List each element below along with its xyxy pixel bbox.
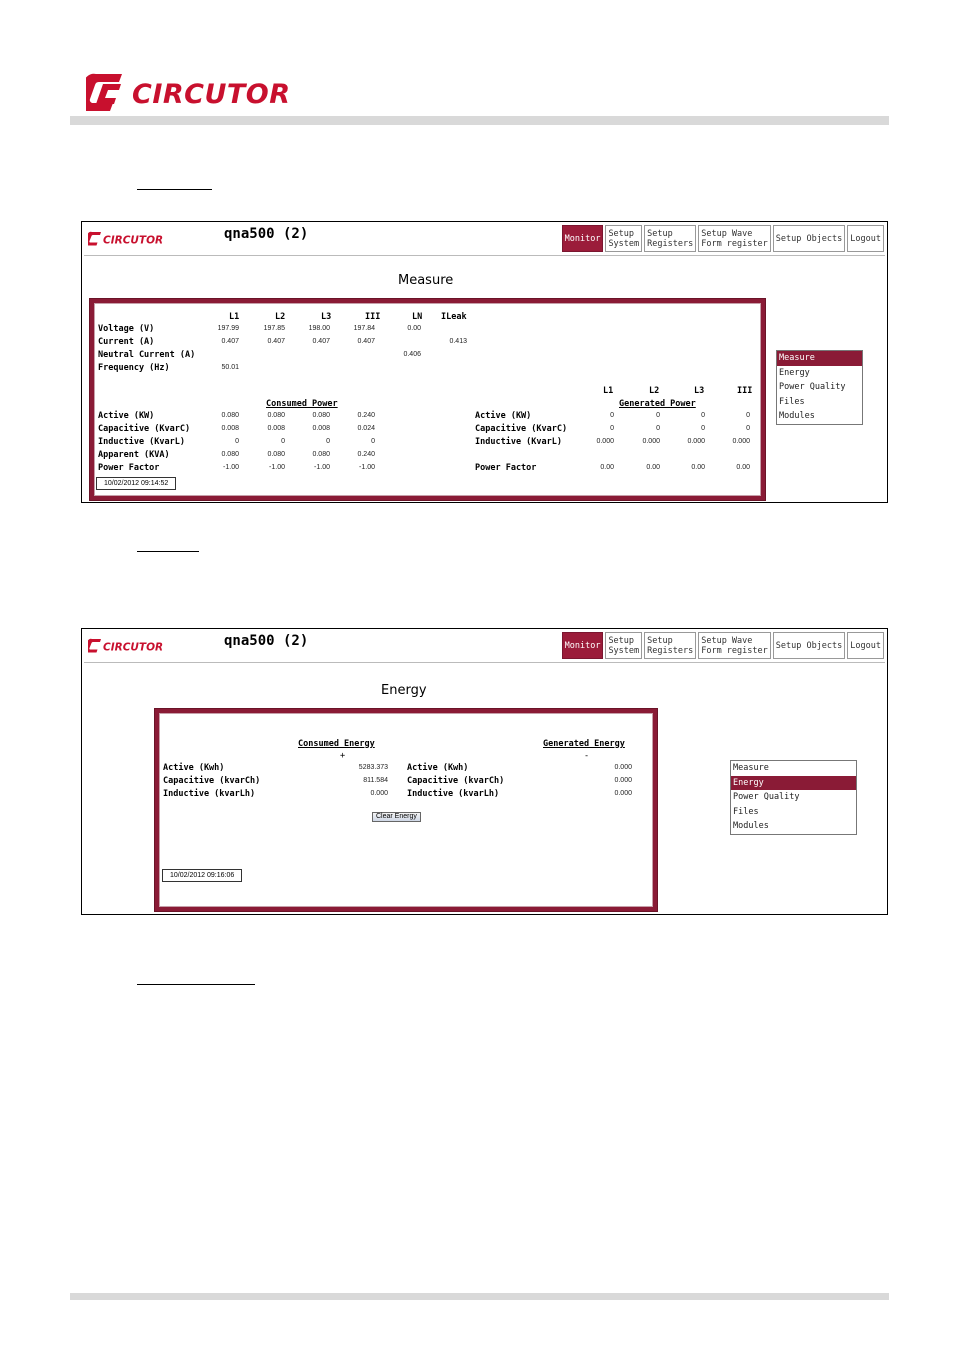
clear-energy-button[interactable]: Clear Energy [372,812,421,822]
nav-divider [84,255,885,256]
value-cell: 0.080 [221,412,239,419]
value-cell: 0 [610,425,614,432]
menu-item-measure[interactable]: Measure [733,763,769,773]
menu-item-modules[interactable]: Modules [779,411,815,422]
value-cell: 50.01 [221,364,239,371]
circutor-app-logo [88,638,168,654]
tab-setup-registers[interactable]: Setup Registers [644,225,696,252]
top-nav [562,632,884,659]
col-header: LN [412,312,423,322]
tab-setup-objects[interactable]: Setup Objects [773,225,846,252]
generated-energy-title: Generated Energy [543,739,625,749]
menu-item-measure[interactable]: Measure [777,351,862,366]
col-header: ILeak [441,312,467,322]
value-cell: 0 [701,425,705,432]
value-cell: 0.080 [312,412,330,419]
tab-monitor[interactable]: Monitor [562,225,604,252]
value-cell: 811.584 [363,777,388,784]
value-cell: -1.00 [359,464,375,471]
value-cell: 0.00 [600,464,614,471]
svg-text:CIRCUTOR: CIRCUTOR [132,79,291,110]
value-cell: 0.00 [646,464,660,471]
value-cell: 0 [371,438,375,445]
value-cell: 0.406 [403,351,421,358]
value-cell: 0.407 [312,338,330,345]
value-cell: 0.080 [267,451,285,458]
col-header: L3 [321,312,332,322]
value-cell: 0.00 [407,325,421,332]
row-label: Inductive (kvarLh) [163,789,256,799]
tab-setup-objects[interactable]: Setup Objects [773,632,846,659]
row-label: Active (Kwh) [407,763,469,773]
value-cell: -1.00 [314,464,330,471]
value-cell: 0.024 [357,425,375,432]
row-label: Neutral Current (A) [98,350,196,360]
value-cell: 0.240 [357,412,375,419]
value-cell: 0.407 [221,338,239,345]
timestamp-field: 10/02/2012 09:16:06 [162,869,242,882]
gen-col-header: III [737,386,753,396]
monitor-submenu [776,350,863,425]
value-cell: 198.00 [308,325,330,332]
section-heading-underline-measure [137,189,212,190]
value-cell: 0.008 [221,425,239,432]
footer-divider [70,1293,889,1300]
energy-panel [155,709,657,911]
value-cell: 0 [746,412,750,419]
col-header: L1 [229,312,240,322]
value-cell: 0.000 [642,438,660,445]
device-title: qna500 (2) [224,633,309,649]
row-label: Current (A) [98,337,155,347]
value-cell: 0.000 [614,790,632,797]
row-label: Active (KW) [98,411,155,421]
timestamp-field: 10/02/2012 09:14:52 [96,477,176,490]
tab-setup-system[interactable]: Setup System [605,632,642,659]
measure-panel [90,299,765,500]
value-cell: 0.008 [312,425,330,432]
section-heading-underline-next [137,984,255,985]
svg-text:CIRCUTOR: CIRCUTOR [103,234,164,247]
page-title: Energy [381,683,427,698]
page-title: Measure [398,273,454,288]
value-cell: 197.99 [217,325,239,332]
row-label: Capacitive (kvarCh) [407,776,505,786]
row-label: Voltage (V) [98,324,155,334]
value-cell: 5283.373 [358,764,388,771]
tab-setup-registers[interactable]: Setup Registers [644,632,696,659]
generated-sign: - [584,751,590,761]
gen-col-header: L2 [649,386,660,396]
top-nav [562,225,884,252]
svg-text:CIRCUTOR: CIRCUTOR [103,641,164,654]
value-cell: 0.080 [267,412,285,419]
generated-power-title: Generated Power [619,399,696,409]
row-label: Inductive (KvarL) [475,437,562,447]
row-label: Capacitive (kvarCh) [163,776,261,786]
value-cell: -1.00 [223,464,239,471]
consumed-power-title: Consumed Power [266,399,338,409]
value-cell: 0.000 [370,790,388,797]
gen-col-header: L3 [694,386,705,396]
monitor-submenu [730,760,857,835]
value-cell: 197.84 [353,325,375,332]
row-label: Power Factor [475,463,537,473]
col-header: III [365,312,381,322]
row-label: Inductive (KvarL) [98,437,185,447]
value-cell: 0.080 [312,451,330,458]
value-cell: 0.000 [687,438,705,445]
row-label: Capacitive (KvarC) [475,424,568,434]
menu-item-modules[interactable]: Modules [733,821,769,832]
section-heading-underline-energy [137,551,199,552]
value-cell: 0 [610,412,614,419]
consumed-energy-title: Consumed Energy [298,739,375,749]
value-cell: 0 [326,438,330,445]
tab-logout[interactable]: Logout [847,632,884,659]
menu-item-power-quality[interactable]: Power Quality [733,792,800,803]
circutor-logo [86,70,316,114]
value-cell: 0 [701,412,705,419]
value-cell: 0.240 [357,451,375,458]
value-cell: 0.407 [357,338,375,345]
value-cell: -1.00 [269,464,285,471]
row-label: Capacitive (KvarC) [98,424,191,434]
value-cell: 0.000 [596,438,614,445]
value-cell: 0 [656,425,660,432]
value-cell: 0.00 [736,464,750,471]
value-cell: 0.008 [267,425,285,432]
row-label: Power Factor [98,463,160,473]
value-cell: 0.000 [614,777,632,784]
row-label: Active (KW) [475,411,532,421]
device-title: qna500 (2) [224,226,309,242]
col-header: L2 [275,312,286,322]
header-divider [70,116,889,125]
energy-screenshot [81,628,888,915]
value-cell: 197.85 [263,325,285,332]
value-cell: 0 [281,438,285,445]
value-cell: 0.080 [221,451,239,458]
menu-item-files[interactable]: Files [733,806,759,817]
nav-divider [84,662,885,663]
value-cell: 0 [235,438,239,445]
measure-screenshot [81,221,888,503]
row-label: Frequency (Hz) [98,363,170,373]
tab-monitor[interactable]: Monitor [562,632,604,659]
value-cell: 0 [746,425,750,432]
menu-item-files[interactable]: Files [779,396,805,407]
tab-setup-waveform[interactable]: Setup Wave Form register [698,632,771,659]
tab-logout[interactable]: Logout [847,225,884,252]
value-cell: 0.407 [267,338,285,345]
value-cell: 0.00 [691,464,705,471]
value-cell: 0.413 [449,338,467,345]
menu-item-energy[interactable]: Energy [779,367,810,378]
circutor-app-logo [88,231,168,247]
row-label: Apparent (KVA) [98,450,170,460]
gen-col-header: L1 [603,386,614,396]
value-cell: 0 [656,412,660,419]
consumed-sign: + [340,751,346,761]
row-label: Inductive (kvarLh) [407,789,500,799]
value-cell: 0.000 [732,438,750,445]
value-cell: 0.000 [614,764,632,771]
tab-setup-system[interactable]: Setup System [605,225,642,252]
menu-item-power-quality[interactable]: Power Quality [779,382,846,393]
row-label: Active (Kwh) [163,763,225,773]
tab-setup-waveform[interactable]: Setup Wave Form register [698,225,771,252]
menu-item-energy[interactable]: Energy [731,776,856,791]
